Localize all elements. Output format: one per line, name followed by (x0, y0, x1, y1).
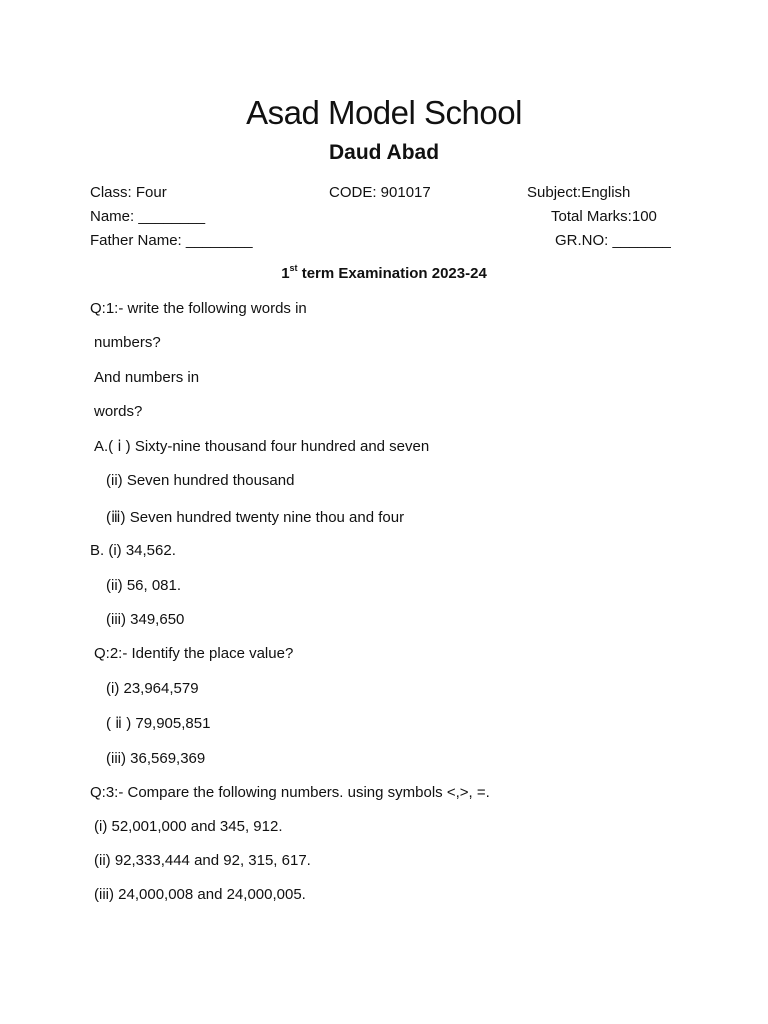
q1-heading-line4: words? (94, 403, 143, 420)
q1-heading-line2: numbers? (94, 334, 161, 351)
school-name: Asad Model School (246, 94, 522, 131)
q2-heading: Q:2:- Identify the place value? (94, 645, 294, 662)
q1-part-b-item-2: (ii) 56, 081. (106, 577, 182, 594)
q1-part-b-item-3: (iii) 349,650 (106, 611, 185, 628)
total-marks-field: Total Marks:100 (551, 208, 657, 225)
q3-heading: Q:3:- Compare the following numbers. using symbols <,>, =. (90, 784, 490, 801)
q1-part-a-item-2: (ii) Seven hundred thousand (106, 472, 295, 489)
q1-heading-line3: And numbers in (94, 369, 200, 386)
student-name-field: Name: ________ (90, 208, 206, 225)
q2-item-3: (iii) 36,569,369 (106, 750, 206, 767)
q2-item-1: (i) 23,964,579 (106, 680, 199, 697)
q2-item-2: ( ⅱ ) 79,905,851 (106, 715, 211, 732)
school-location: Daud Abad (328, 141, 440, 164)
q1-part-a-item-1: A.( ⅰ ) Sixty-nine thousand four hundred and seven (94, 438, 430, 455)
code-field: CODE: 901017 (329, 184, 431, 201)
father-name-field: Father Name: ________ (90, 232, 253, 249)
q3-item-3: (iii) 24,000,008 and 24,000,005. (94, 886, 306, 903)
exam-title (0, 265, 768, 282)
q3-item-1: (i) 52,001,000 and 345, 912. (94, 818, 283, 835)
q1-part-b-item-1: B. (i) 34,562. (90, 542, 176, 559)
exam-ordinal-number: 1 (281, 265, 290, 282)
class-field: Class: Four (90, 184, 167, 201)
subject-field: Subject:English (527, 184, 631, 201)
gr-no-field: GR.NO: _______ (555, 232, 671, 249)
q1-part-a-item-3: (ⅲ) Seven hundred twenty nine thou and four (106, 509, 405, 526)
q1-heading-line1: Q:1:- write the following words in (90, 300, 307, 317)
q3-item-2: (ii) 92,333,444 and 92, 315, 617. (94, 852, 311, 869)
exam-ordinal-suffix: st (289, 263, 298, 273)
exam-title-text: term Examination 2023-24 (297, 265, 487, 282)
